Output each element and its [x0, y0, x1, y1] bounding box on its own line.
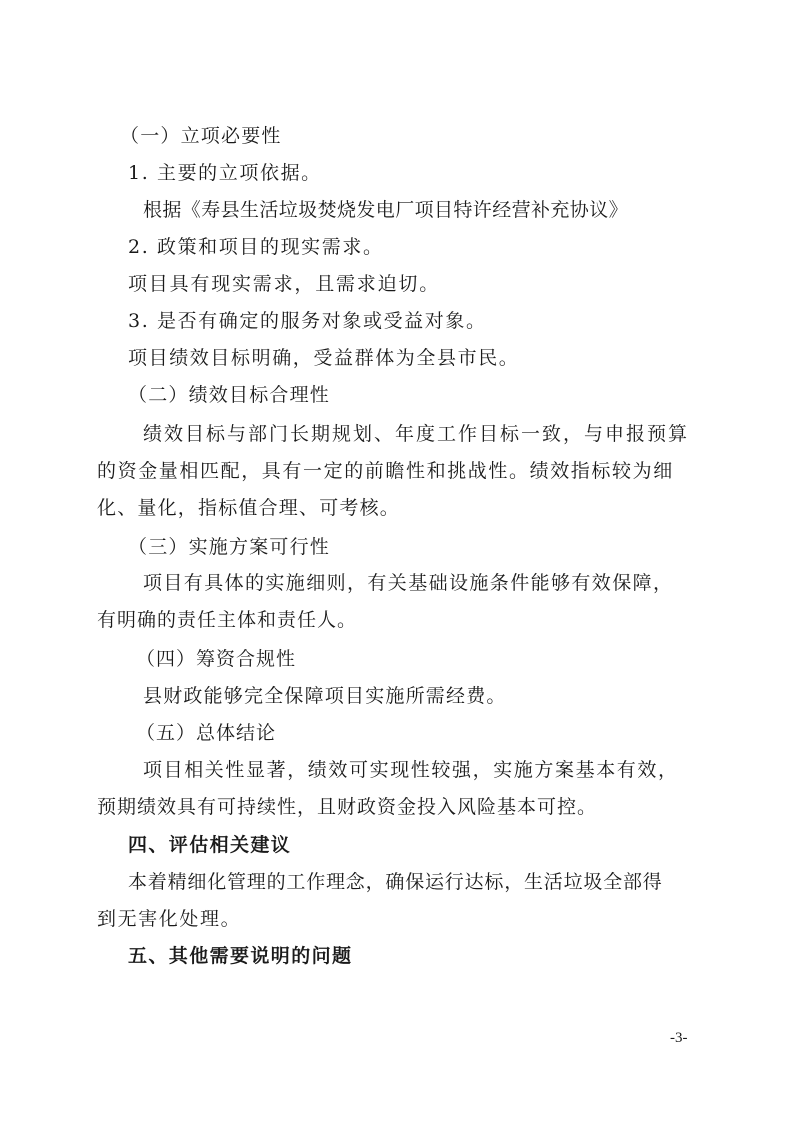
paragraph-beneficiaries: 项目绩效目标明确，受益群体为全县市民。: [128, 347, 520, 369]
paragraph-suggestions-2: 到无害化处理。: [97, 908, 242, 930]
list-item-beneficiaries: 3. 是否有确定的服务对象或受益对象。: [128, 310, 487, 332]
section-heading-necessity: （一）立项必要性: [120, 125, 282, 147]
list-item-basis: 1. 主要的立项依据。: [128, 162, 322, 184]
section-heading-feasibility: （三）实施方案可行性: [128, 536, 331, 558]
paragraph-conclusion-1: 项目相关性显著，绩效可实现性较强，实施方案基本有效，: [143, 759, 679, 781]
section-heading-other-issues: 五、其他需要说明的问题: [128, 945, 353, 967]
paragraph-feasibility-1: 项目有具体的实施细则，有关基础设施条件能够有效保障，: [143, 572, 674, 594]
paragraph-conclusion-2: 预期绩效具有可持续性，且财政资金投入风险基本可控。: [97, 796, 598, 818]
paragraph-suggestions-1: 本着精细化管理的工作理念，确保运行达标，生活垃圾全部得: [128, 871, 663, 893]
paragraph-needs: 项目具有现实需求，且需求迫切。: [128, 273, 441, 295]
paragraph-feasibility-2: 有明确的责任主体和责任人。: [97, 609, 358, 631]
section-heading-rationality: （二）绩效目标合理性: [128, 384, 331, 406]
paragraph-rationality-3: 化、量化，指标值合理、可考核。: [97, 497, 401, 519]
section-heading-funding: （四）筹资合规性: [136, 648, 297, 670]
section-heading-suggestions: 四、评估相关建议: [128, 834, 292, 856]
paragraph-rationality-2: 的资金量相匹配，具有一定的前瞻性和挑战性。绩效指标较为细: [97, 460, 674, 482]
paragraph-basis: 根据《寿县生活垃圾焚烧发电厂项目特许经营补充协议》: [143, 199, 629, 221]
list-item-needs: 2. 政策和项目的现实需求。: [128, 236, 384, 258]
page-number: -3-: [670, 1030, 688, 1046]
paragraph-rationality-1: 绩效目标与部门长期规划、年度工作目标一致，与申报预算: [143, 423, 690, 445]
section-heading-conclusion: （五）总体结论: [136, 722, 277, 744]
paragraph-funding: 县财政能够完全保障项目实施所需经费。: [143, 685, 507, 707]
